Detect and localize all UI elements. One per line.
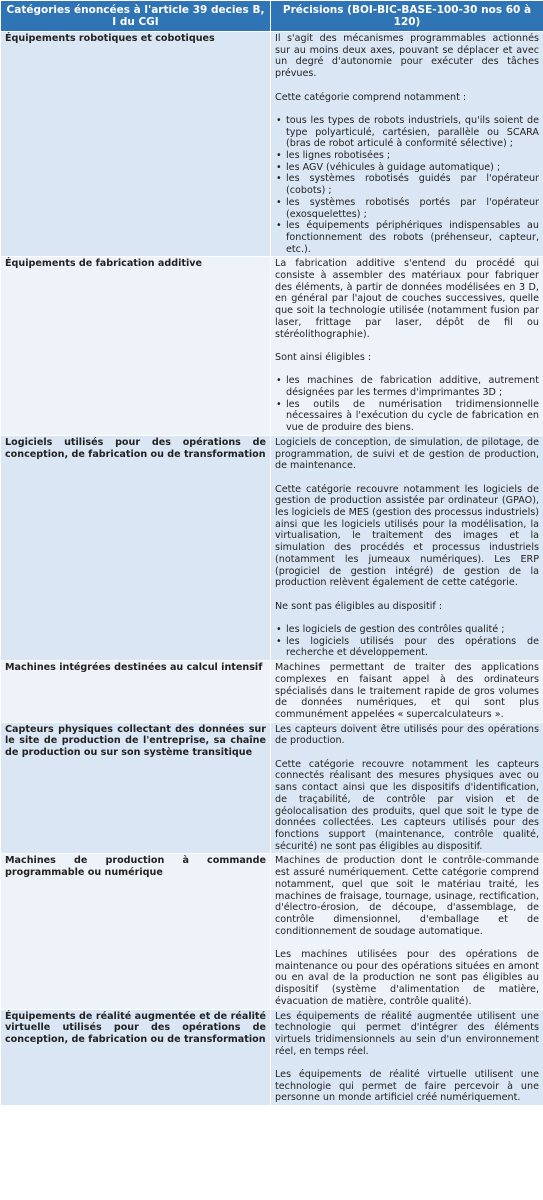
list-item: • les systèmes robotisés guidés par l'opérateur (cobots) ; bbox=[286, 173, 539, 196]
list-item: • les logiciels utilisés pour des opérations de recherche et développement. bbox=[286, 636, 539, 659]
category-cell: Capteurs physiques collectant des données sur le site de production de l'entreprise, sa chaîne de production ou sur son système transitique bbox=[1, 722, 271, 854]
list-item: • les logiciels de gestion des contrôles qualité ; bbox=[286, 624, 539, 636]
details-paragraph: Ne sont pas éligibles au dispositif : bbox=[275, 600, 443, 612]
table-header-row bbox=[1, 1, 543, 32]
table-row bbox=[1, 257, 543, 436]
list-item: • les outils de numérisation tridimensionnelle nécessaires à l'exécution du cycle de fabrication en vue de produire des biens. bbox=[286, 399, 539, 434]
details-paragraph: Les équipements de réalité virtuelle utilisent une technologie qui permet de faire percevoir à une personne un monde artificiel créé numériquement. bbox=[275, 1069, 539, 1104]
details-list bbox=[275, 115, 539, 255]
category-cell: Équipements de fabrication additive bbox=[1, 257, 271, 436]
list-item: • les machines de fabrication additive, autrement désignées par les termes d'imprimantes 3D ; bbox=[286, 375, 539, 398]
list-item: • tous les types de robots industriels, qu'ils soient de type polyarticulé, cartésien, parallèle ou SCARA (bras de robot articulé à conformité sélective) ; bbox=[286, 115, 539, 150]
details-paragraph: Les capteurs doivent être utilisés pour des opérations de production. bbox=[275, 723, 539, 747]
details-paragraph: Cette catégorie recouvre notamment les logiciels de gestion de production assistée par ordinateur (GPAO), les logiciels de MES (gestion des processus industriels) ainsi que les logiciels utilisés pour la modélisation, la virtualisation, le traitement des images et la simulation des procédés et processus industriels (notamment les jumeaux numériques). Les ERP (progiciel de gestion intégré) de gestion de la production relèvent également de cette catégorie. bbox=[275, 483, 539, 589]
details-cell bbox=[271, 661, 543, 723]
header-precisions: Précisions (BOI-BIC-BASE-100-30 nos 60 à 120) bbox=[271, 1, 543, 32]
details-paragraph: Sont ainsi éligibles : bbox=[275, 351, 372, 363]
table-row bbox=[1, 722, 543, 854]
details-paragraph: Logiciels de conception, de simulation, de pilotage, de programmation, de suivi et de gestion de production, de maintenance. bbox=[275, 436, 539, 472]
table-row bbox=[1, 435, 543, 660]
details-paragraph: Les machines utilisées pour des opérations de maintenance ou pour des opérations situées en amont ou en aval de la production ne sont pas éligibles au dispositif (système d'alimentation de matière, évacuation de matière, contrôle qualité). bbox=[275, 949, 539, 1007]
details-paragraph: La fabrication additive s'entend du procédé qui consiste à assembler des matériaux pour fabriquer des éléments, à partir de données modélisées en 3 D, en général par l'ajout de couches successives, quelle que soit la technologie utilisée (notamment fusion par laser, frittage par laser, dépôt de fil ou stéréolithographie). bbox=[275, 258, 539, 340]
list-item: • les lignes robotisées ; bbox=[286, 150, 539, 162]
table-row bbox=[1, 854, 543, 1009]
details-paragraph: Les équipements de réalité augmentée utilisent une technologie qui permet d'intégrer des éléments virtuels tridimensionnels au sein d'un environnement réel, en temps réel. bbox=[275, 1010, 539, 1057]
list-item: • les AGV (véhicules à guidage automatique) ; bbox=[286, 162, 539, 174]
details-cell bbox=[271, 722, 543, 854]
details-list bbox=[275, 375, 539, 434]
header-categories: Catégories énoncées à l'article 39 decies B, I du CGI bbox=[1, 1, 271, 32]
table-row bbox=[1, 32, 543, 257]
table-row bbox=[1, 1009, 543, 1106]
details-paragraph: Cette catégorie recouvre notamment les capteurs connectés réalisant des mesures physiques avec ou sans contact ainsi que les dispositifs d'identification, de traçabilité, de contrôle par vision et de géolocalisation des produits, quel que soit le type de données collectées. Les capteurs utilisés pour des fonctions support (maintenance, contrôle qualité, sécurité) ne sont pas éligibles au dispositif. bbox=[275, 758, 539, 852]
category-cell: Machines intégrées destinées au calcul intensif bbox=[1, 661, 271, 723]
category-cell: Équipements robotiques et cobotiques bbox=[1, 32, 271, 257]
details-cell bbox=[271, 32, 543, 257]
details-cell bbox=[271, 854, 543, 1009]
details-paragraph: Cette catégorie comprend notamment : bbox=[275, 91, 467, 103]
table-row bbox=[1, 661, 543, 723]
category-cell: Équipements de réalité augmentée et de réalité virtuelle utilisés pour des opérations de conception, de fabrication ou de transformation bbox=[1, 1009, 271, 1106]
details-paragraph: Machines permettant de traiter des applications complexes en faisant appel à des ordinateurs spécialisés dans le traitement rapide de gros volumes de données numériques, et qui sont plus communément appelées « supercalculateurs ». bbox=[275, 662, 539, 720]
category-cell: Logiciels utilisés pour des opérations de conception, de fabrication ou de transformation bbox=[1, 435, 271, 660]
details-paragraph: Il s'agit des mécanismes programmables actionnés sur au moins deux axes, pouvant se déplacer et avec un degré d'autonomie pour exécuter des tâches prévues. bbox=[275, 33, 539, 80]
details-cell bbox=[271, 435, 543, 660]
details-cell bbox=[271, 1009, 543, 1106]
details-paragraph: Machines de production dont le contrôle-commande est assuré numériquement. Cette catégorie comprend notamment, quel que soit le matériau traité, les machines de fraisage, tournage, usinage, rectification, d'électro-érosion, de découpe, d'assemblage, de contrôle dimensionnel, d'emballage et de conditionnement de soudage automatique. bbox=[275, 855, 539, 937]
details-list bbox=[275, 624, 539, 659]
details-cell bbox=[271, 257, 543, 436]
list-item: • les équipements périphériques indispensables au fonctionnement des robots (préhenseur, capteur, etc.). bbox=[286, 220, 539, 255]
category-cell: Machines de production à commande programmable ou numérique bbox=[1, 854, 271, 1009]
list-item: • les systèmes robotisés portés par l'opérateur (exosquelettes) ; bbox=[286, 197, 539, 220]
